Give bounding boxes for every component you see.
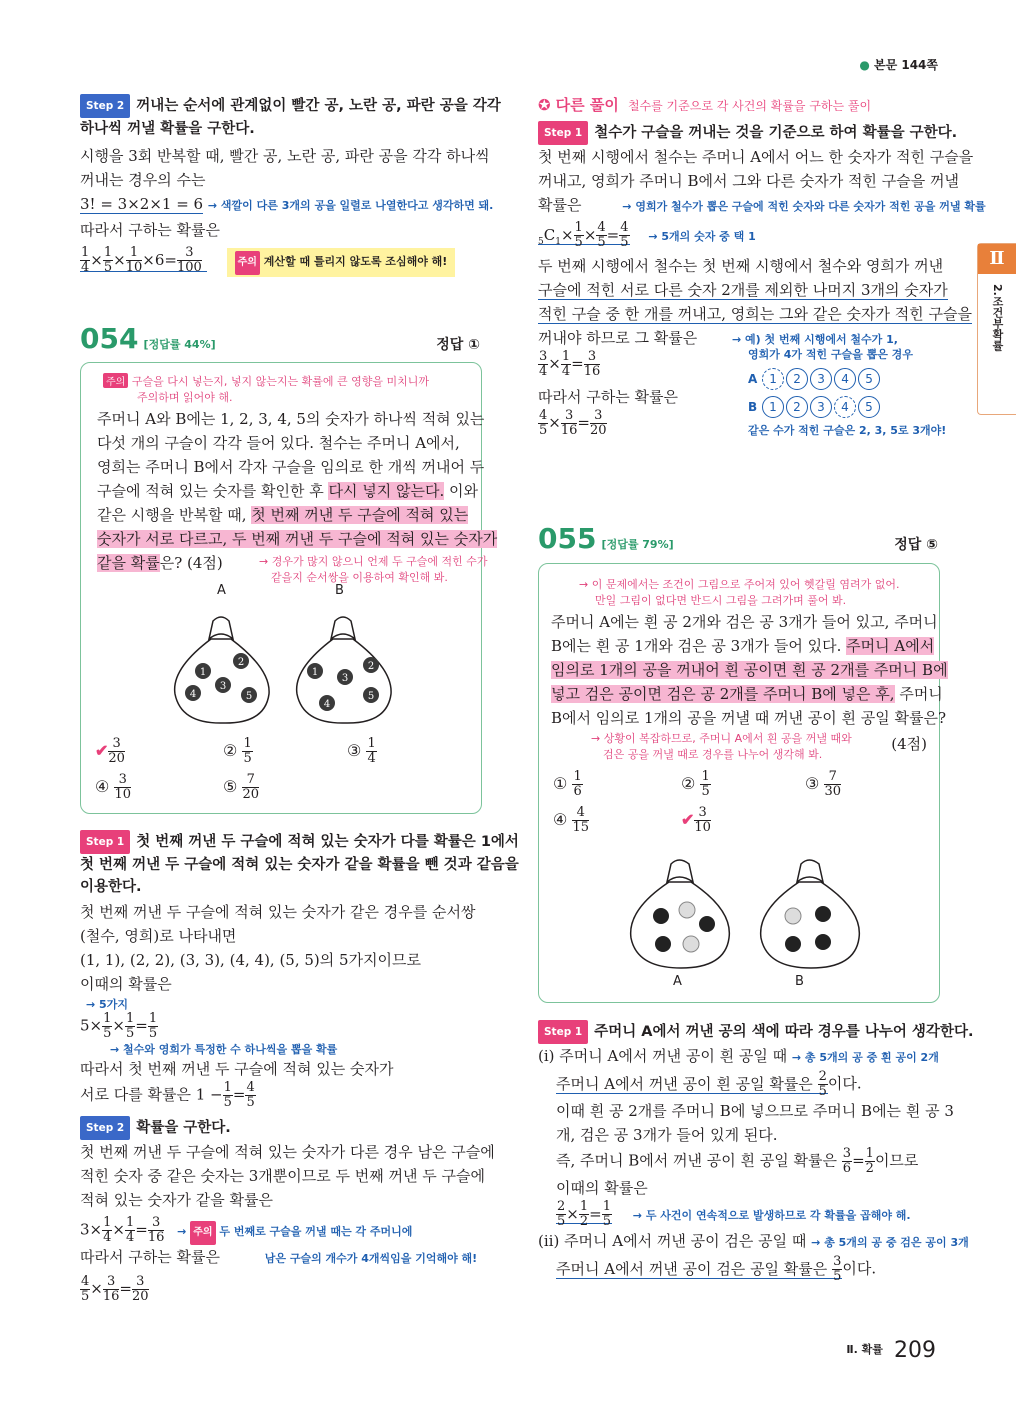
choice-1[interactable]: ① $\frac{1}{6}$ [553, 769, 582, 799]
page-ref: ● 본문 144쪽 [859, 58, 938, 72]
check-icon: ✔ [681, 810, 695, 829]
warning-note: 주의 계산할 때 틀리지 않도록 조심해야 해! [227, 248, 456, 277]
choice-5[interactable]: ⑤ $\frac{7}{20}$ [223, 772, 259, 802]
page-footer [846, 1338, 936, 1363]
choice-3[interactable]: ③ $\frac{7}{30}$ [805, 769, 841, 799]
accuracy-rate: [정답률 44%] [143, 338, 216, 351]
q054-header [80, 322, 480, 355]
bag-label-a: A [673, 974, 682, 989]
bag-label-b: B [795, 974, 804, 989]
bag-a [631, 860, 730, 968]
ball-bags-figure [619, 846, 869, 976]
choice-2[interactable]: ② $\frac{1}{5}$ [681, 769, 710, 799]
svg-text:1: 1 [199, 667, 207, 678]
check-icon: ✔ [95, 741, 109, 760]
choice-4[interactable]: ④ $\frac{3}{10}$ [95, 772, 131, 802]
accuracy-rate: [정답률 79%] [601, 538, 674, 551]
svg-text:3: 3 [341, 673, 349, 684]
svg-text:3: 3 [219, 681, 227, 692]
choice-3[interactable]: ③ $\frac{1}{4}$ [347, 736, 376, 766]
page-number: 209 [894, 1338, 936, 1363]
alt-example: 영희가 4가 적힌 구슬을 뽑은 경우 A 1 2 3 4 5 B 1 2 3 4 5 같은 수가 적힌 구슬은 2, 3, 5로 3개야! [748, 348, 947, 437]
alt-cont: $\frac{3}{4}$ × $\frac{1}{4}$ = $\frac{3}{16}$ 따라서 구하는 확률은 $\frac{4}{5}$ × $\frac{3}{16}$ = $\frac{3}{20}$ [538, 349, 678, 438]
svg-text:1: 1 [311, 667, 319, 678]
bag-b [761, 860, 860, 968]
choice-2[interactable]: ② $\frac{1}{5}$ [223, 736, 252, 766]
problem-number: 055 [538, 522, 597, 555]
problem-number: 054 [80, 322, 139, 355]
q054-box: 주의 구슬을 다시 넣는지, 넣지 않는지는 확률에 큰 영향을 미치니까 주의하며 읽어야 해. 주머니 A와 B에는 1, 2, 3, 4, 5의 숫자가 하나씩 적혀 있는 다섯 개의 구슬이 각각 들어 있다. 철수는 주머니 A에서, 영희는 주머니 B에서 각자 구슬을 임의로 한 개씩 꺼내어 두 구슬에 적혀 있는 숫자를 확인한 후 다시 넣지 않는다. 이와 같은 시행을 반복할 때, 첫 번째 꺼낸 두 구슬에 적혀 있는 숫자가 서로 다르고, 두 번째 꺼낸 두 구슬에 적혀 있는 숫자가 같을 확률은? (4점) → 경우가 많지 않으니 언제 두 구슬에 적힌 수가 같을지 순서쌍을 이용하여 확인해 봐. A B 1 2 3 4 5 1 2 3 4 5 ✔ $\frac{3}{20}$ ② $\frac{1}{5}$ ③ $\frac{1}{4}$ ④ $\frac{3}{10}$ ⑤ $\frac{7}{20}$ [80, 362, 482, 814]
choice-5[interactable]: ✔ $\frac{3}{10}$ [681, 805, 711, 835]
chapter-title: 2.조건부확률 [991, 284, 1004, 351]
svg-text:5: 5 [245, 691, 253, 702]
left-top-solution: Step 2 꺼내는 순서에 관계없이 빨간 공, 노란 공, 파란 공을 각각 하나씩 꺼낼 확률을 구한다. 시행을 3회 반복할 때, 빨간 공, 노란 공, 파란 공을 각각 하나씩 꺼내는 경우의 수는 3! = 3×2×1 = 6 → 색깔이 다른 3개의 공을 일렬로 나열한다고 생각하면 돼. 따라서 구하는 확률은 $\frac{1}{4}$ × $\frac{1}{5}$ × $\frac{1}{10}$ ×6= $\frac{3}{100}$ 주의 계산할 때 틀리지 않도록 조심해야 해! [80, 94, 501, 277]
bag-label-b: B [335, 583, 344, 598]
sol055: Step 1 주머니 A에서 꺼낸 공의 색에 따라 경우를 나누어 생각한다. (ⅰ) 주머니 A에서 꺼낸 공이 흰 공일 때 → 총 5개의 공 중 흰 공이 2개 주머니 A에서 꺼낸 공이 흰 공일 확률은 $\frac{2}{5}$ 이다. 이때 흰 공 2개를 주머니 B에 넣으므로 주머니 B에는 흰 공 3 개, 검은 공 3개가 들어 있게 된다. 즉, 주머니 B에서 꺼낸 공이 흰 공일 확률은 $\frac{3}{6}$ = $\frac{1}{2}$ 이므로 이때의 확률은 $\frac{2}{5}$ × $\frac{1}{2}$ = $\frac{1}{5}$ → 두 사건이 연속적으로 발생하므로 각 확률을 곱해야 해. (ⅱ) 주머니 A에서 꺼낸 공이 검은 공일 때 → 총 5개의 공 중 검은 공이 3개 주머니 A에서 꺼낸 공이 검은 공일 확률은 $\frac{3}{5}$ 이다. [538, 1020, 973, 1284]
bag-label-a: A [217, 583, 226, 598]
answer-label: 정답 ⑤ [894, 537, 938, 553]
q055-header [538, 522, 938, 555]
chapter-roman: Ⅱ [978, 244, 1016, 274]
bag-a [175, 617, 269, 723]
star-icon: ✪ [538, 96, 551, 114]
answer-label: 정답 ① [436, 337, 480, 353]
bag-b [297, 617, 391, 723]
footer-section: Ⅱ. 확률 [846, 1343, 883, 1356]
q055-box: → 이 문제에서는 조건이 그림으로 주어져 있어 헷갈릴 염려가 없어. 만일 그림이 없다면 반드시 그림을 그려가며 풀어 봐. 주머니 A에는 흰 공 2개와 검은 공 3개가 들어 있고, 주머니 B에는 흰 공 1개와 검은 공 3개가 들어 있다. 주머니 A에서 임의로 1개의 공을 꺼내어 흰 공이면 흰 공 2개를 주머니 B에 넣고 검은 공이면 검은 공 2개를 주머니 B에 넣은 후, 주머니 B에서 임의로 1개의 공을 꺼낼 때 꺼낸 공이 흰 공일 확률은? → 상황이 복잡하므로, 주머니 A에서 흰 공을 꺼낼 때와 검은 공을 꺼낼 때로 경우를 나누어 생각해 봐. (4점) ① $\frac{1}{6}$ ② $\frac{1}{5}$ ③ $\frac{7}{30}$ ④ $\frac{4}{15}$ ✔ $\frac{3}{10}$ A B [538, 563, 940, 1003]
note-arrow: → 색깔이 다른 3개의 공을 일렬로 나열한다고 생각하면 돼. [207, 199, 494, 212]
circle-icon: ● [859, 58, 870, 72]
svg-text:5: 5 [367, 691, 375, 702]
svg-text:4: 4 [323, 699, 331, 710]
sol054: Step 1 첫 번째 꺼낸 두 구슬에 적혀 있는 숫자가 다를 확률은 1에서 첫 번째 꺼낸 두 구슬에 적혀 있는 숫자가 같을 확률을 뺀 것과 같음을 이용한다. 첫 번째 꺼낸 두 구슬에 적혀 있는 숫자가 같은 경우를 순서쌍 (철수, 영희)로 나타내면 (1, 1), (2, 2), (3, 3), (4, 4), (5, 5)의 5가지이므로 이때의 확률은 → 5가지 5× $\frac{1}{5}$ × $\frac{1}{5}$ = $\frac{1}{5}$ → 철수와 영희가 특정한 수 하나씩을 뽑을 확률 따라서 첫 번째 꺼낸 두 구슬에 적혀 있는 숫자가 서로 다를 확률은 1 − $\frac{1}{5}$ = $\frac{4}{5}$ Step 2 확률을 구한다. 첫 번째 꺼낸 두 구슬에 적혀 있는 숫자가 다른 경우 남은 구슬에 적힌 숫자 중 같은 숫자는 3개뿐이므로 두 번째 꺼낸 두 구슬에 적혀 있는 숫자가 같을 확률은 3× $\frac{1}{4}$ × $\frac{1}{4}$ = $\frac{3}{16}$ → 주의 두 번째로 구슬을 꺼낼 때는 각 주머니에 따라서 구하는 확률은 남은 구슬의 개수가 4개씩임을 기억해야 해! $\frac{4}{5}$ × $\frac{3}{16}$ = $\frac{3}{20}$ [80, 830, 519, 1304]
alt-solution: ✪ 다른 풀이 철수를 기준으로 각 사건의 확률을 구하는 풀이 Step 1 철수가 구슬을 꺼내는 것을 기준으로 하여 확률을 구한다. 첫 번째 시행에서 철수는 주머니 A에서 어느 한 숫자가 적힌 구슬을 꺼내고, 영희가 주머니 B에서 그와 다른 숫자가 적힌 구슬을 꺼낼 확률은 → 영희가 철수가 뽑은 구슬에 적힌 숫자와 다른 숫자가 적힌 공을 꺼낼 확률 $_5C_1\times$ $\frac{1}{5}$ × $\frac{4}{5}$ = $\frac{4}{5}$ → 5개의 숫자 중 택 1 두 번째 시행에서 철수는 첫 번째 시행에서 철수와 영희가 꺼낸 구슬에 적힌 서로 다른 숫자 2개를 제외한 나머지 3개의 숫자가 적힌 구슬 중 한 개를 꺼내고, 영희는 그와 같은 숫자가 적힌 구슬을 꺼내야 하므로 그 확률은 → 예) 첫 번째 시행에서 철수가 1, [538, 96, 986, 347]
step-badge: Step 2 [80, 94, 130, 118]
svg-text:2: 2 [367, 661, 375, 672]
svg-text:2: 2 [237, 657, 245, 668]
choice-4[interactable]: ④ $\frac{4}{15}$ [553, 805, 589, 835]
svg-text:4: 4 [189, 689, 197, 700]
choice-1[interactable]: ✔ $\frac{3}{20}$ [95, 736, 125, 766]
marble-bags-figure [161, 599, 401, 729]
